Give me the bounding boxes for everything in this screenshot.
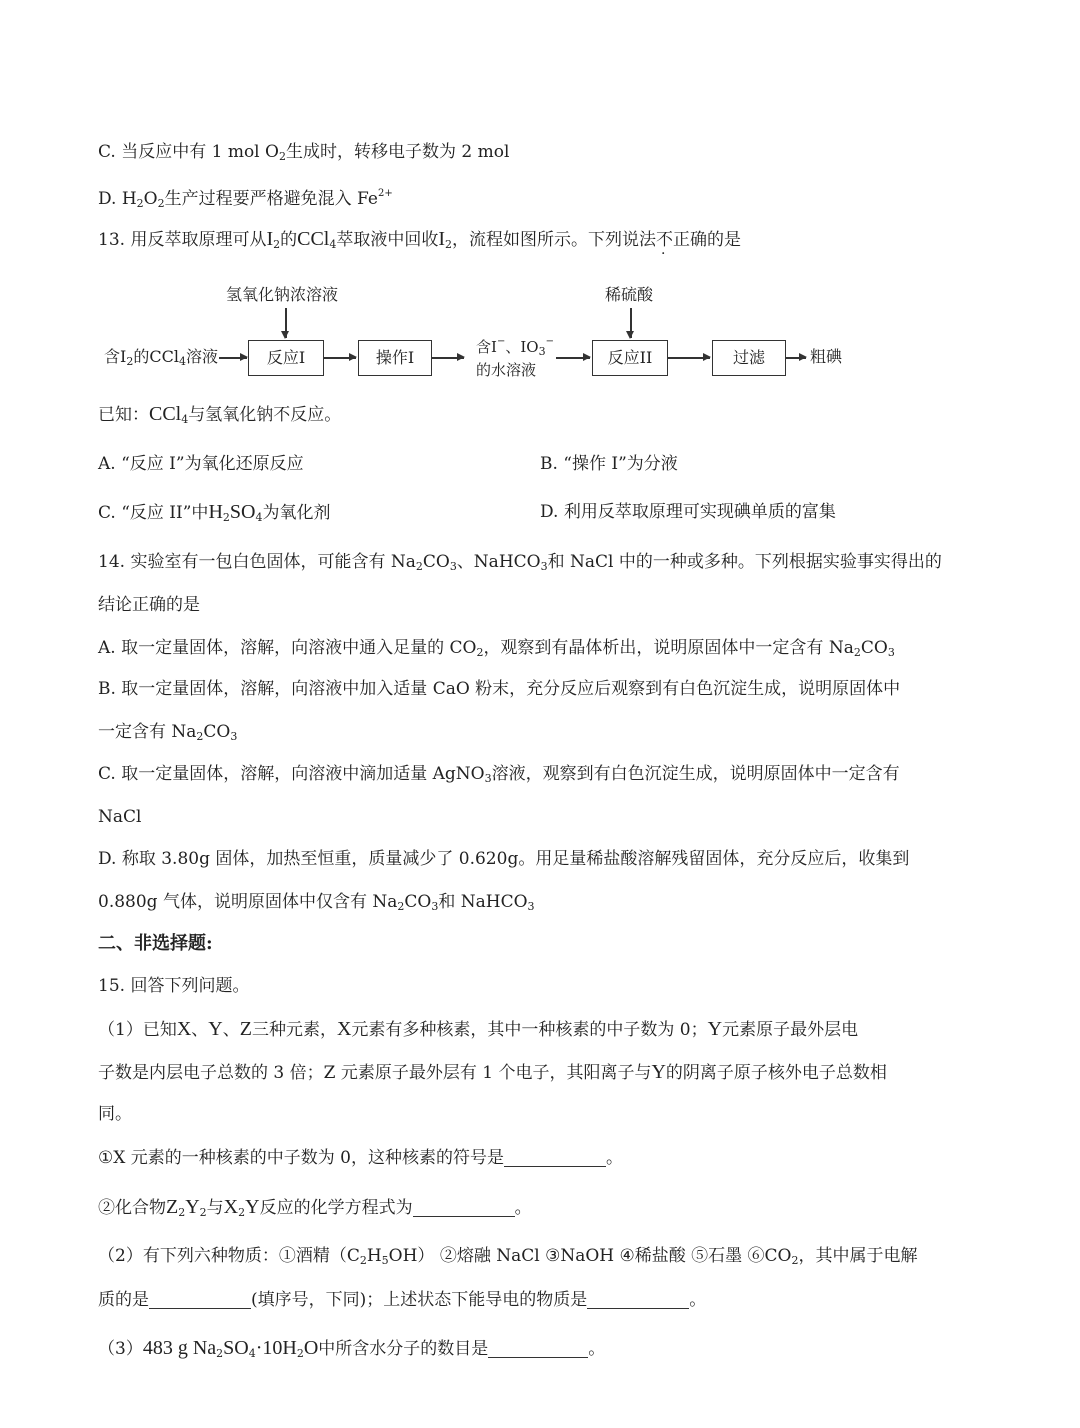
q13-option-a: A. “反应 I”为氧化还原反应 — [98, 454, 304, 474]
q15-part1-line3: 同。 — [98, 1104, 132, 1124]
section-2-heading: 二、非选择题: — [98, 933, 213, 954]
flow-box-reaction-2: 反应II — [592, 340, 668, 376]
flow-arrow-3 — [432, 357, 464, 359]
q15-part1-line1: （1）已知X、Y、Z三种元素，X元素有多种核素，其中一种核素的中子数为 0；Y元素原子最外层电 — [98, 1018, 859, 1040]
flow-box-operation-1: 操作I — [358, 340, 432, 376]
q14-stem-2: 结论正确的是 — [98, 595, 200, 615]
q12-option-c: C. 当反应中有 1 mol $O_2$生成时，转移电子数为 2 mol — [98, 142, 510, 163]
q14-option-c-line1: C. 取一定量固体，溶解，向溶液中滴加适量 AgNO$_3$溶液，观察到有白色沉淀生成，说明原固体中一定含有 — [98, 764, 900, 785]
flow-diagram — [0, 270, 1080, 400]
q12-option-d: D. $H_2O_2$生产过程要严格避免混入 $Fe^{2+}$ — [98, 188, 393, 210]
flow-arrow-6 — [786, 357, 806, 359]
flow-box-reaction-1: 反应I — [248, 340, 324, 376]
q14-option-d-line2: 0.880g 气体，说明原固体中仅含有 $Na_2CO_3$和 NaHCO$_3$ — [98, 892, 535, 913]
flow-arrow-1 — [219, 357, 247, 359]
q15-sub1: ①X 元素的一种核素的中子数为 0，这种核素的符号是 。 — [98, 1148, 623, 1168]
q15-stem: 15. 回答下列问题。 — [98, 976, 250, 996]
q15-part1-line2: 子数是内层电子总数的 3 倍；Z 元素原子最外层有 1 个电子，其阳离子与Y的阴离子原子核外电子总数相 — [98, 1061, 887, 1083]
q15-sub2: ②化合物$Z_2Y_2$与$X_2Y$反应的化学方程式为 。 — [98, 1196, 532, 1219]
flow-box-filter: 过滤 — [712, 340, 786, 376]
flow-arrow-reagent-2 — [630, 308, 632, 338]
q13-stem: 13. 用反萃取原理可从$I_2$的CCl$_4$萃取液中回收$I_2$，流程如图所示。下列说法不正确的是 — [98, 228, 742, 251]
flow-output-label: 粗碘 — [810, 347, 843, 366]
q13-option-c: C. “反应 II”中$H_2SO_4$为氧化剂 — [98, 501, 331, 524]
flow-reagent-1: 氢氧化钠浓溶液 — [226, 285, 339, 304]
q14-option-c-line2: NaCl — [98, 807, 142, 827]
q14-option-a: A. 取一定量固体，溶解，向溶液中通入足量的 $CO_2$，观察到有晶体析出，说明原固体中一定含有 $Na_2CO_3$ — [98, 638, 895, 659]
q15-part2-line1: （2）有下列六种物质：①酒精$(C_2H_5OH)$ ②熔融 NaCl ③NaOH ④稀盐酸 ⑤石墨 $⑥CO_2$，其中属于电解 — [98, 1246, 918, 1267]
flow-mid-label: 含I−、$IO_3^-$ 的水溶液 — [476, 336, 554, 379]
q13-option-b: B. “操作 I”为分液 — [540, 454, 678, 474]
q14-option-b-line1: B. 取一定量固体，溶解，向溶液中加入适量 CaO 粉末，充分反应后观察到有白色沉淀生成，说明原固体中 — [98, 679, 901, 699]
answer-blank-1[interactable] — [504, 1148, 606, 1167]
answer-blank-3[interactable] — [149, 1290, 251, 1309]
flow-input-label: 含$I_2$的CCl$_4$溶液 — [104, 347, 218, 368]
flow-reagent-2: 稀硫酸 — [605, 285, 654, 304]
answer-blank-5[interactable] — [488, 1339, 588, 1358]
q15-part3: （3）483 g $Na_2SO_4\cdot 10H_2O$中所含水分子的数目是 。 — [98, 1337, 606, 1360]
flow-arrow-2 — [324, 357, 356, 359]
q14-option-d-line1: D. 称取 3.80g 固体，加热至恒重，质量减少了 0.620g。用足量稀盐酸溶解残留固体，充分反应后，收集到 — [98, 849, 910, 869]
q13-option-d: D. 利用反萃取原理可实现碘单质的富集 — [540, 502, 836, 522]
flow-arrow-reagent-1 — [285, 308, 287, 338]
q13-known: 已知：CCl$_4$与氢氧化钠不反应。 — [98, 403, 342, 426]
flow-arrow-4 — [556, 357, 590, 359]
answer-blank-2[interactable] — [413, 1198, 515, 1217]
answer-blank-4[interactable] — [587, 1290, 689, 1309]
flow-arrow-5 — [668, 357, 710, 359]
q14-stem-1: 14. 实验室有一包白色固体，可能含有 $Na_2CO_3$、NaHCO$_3$和 NaCl 中的一种或多种。下列根据实验事实得出的 — [98, 552, 942, 573]
q14-option-b-line2: 一定含有 $Na_2CO_3$ — [98, 722, 238, 743]
q15-part2-line2: 质的是 (填序号，下同)；上述状态下能导电的物质是 。 — [98, 1290, 707, 1310]
